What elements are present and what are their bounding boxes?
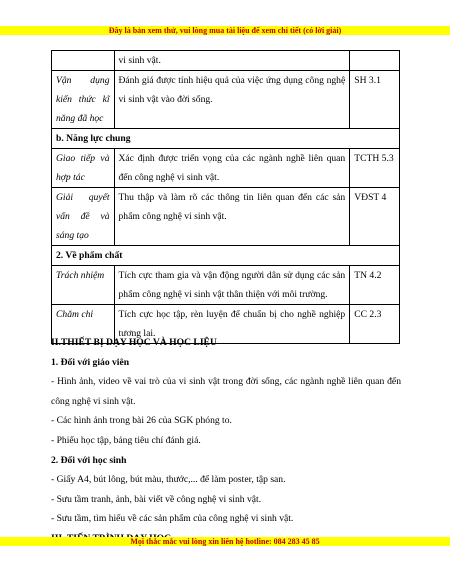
- hotline-banner: [0, 537, 450, 546]
- table-cell-code: SH 3.1: [350, 71, 400, 129]
- preview-banner-text: Đây là bản xem thử, vui lòng mua tài liệu để xem chi tiết (có lời giải): [108, 26, 342, 35]
- table-section-heading: 2. Về phẩm chất: [52, 246, 400, 266]
- table-row: [52, 149, 400, 188]
- table-row: [52, 71, 400, 129]
- table-cell-label: Chăm chỉ: [52, 305, 115, 344]
- section-title: II.THIẾT BỊ DẠY HỌC VÀ HỌC LIỆU: [51, 337, 217, 348]
- subsection-title: 2. Đối với học sinh: [51, 454, 127, 466]
- table-cell-content: Đánh giá được tính hiệu quả của việc ứng dụng công nghệ vi sinh vật vào đời sống.: [114, 71, 350, 129]
- table-section-heading: b. Năng lực chung: [52, 129, 400, 149]
- table-cell-label: Trách nhiệm: [52, 266, 115, 305]
- list-item: - Phiếu học tập, bảng tiêu chí đánh giá.: [51, 434, 201, 446]
- list-item: - Sưu tầm, tìm hiểu về các sản phẩm của công nghệ vi sinh vật.: [51, 513, 294, 525]
- table-cell-label: Giao tiếp và hợp tác: [52, 149, 115, 188]
- table-cell-content: Tích cực tham gia và vận động người dân sử dụng các sản phẩm công nghệ vi sinh vật thân thiện với môi trường.: [114, 266, 350, 305]
- list-item: - Sưu tầm tranh, ảnh, bài viết về công nghệ vi sinh vật.: [51, 493, 262, 505]
- hotline-banner-text: Mọi thắc mắc vui lòng xin liên hệ hotline: 084 283 45 85: [130, 537, 320, 546]
- table-row: [52, 51, 400, 71]
- table-cell-code: TCTH 5.3: [350, 149, 400, 188]
- table-row: [52, 266, 400, 305]
- table-cell-content: Xác định được triển vọng của các ngành nghề liên quan đến công nghệ vi sinh vật.: [114, 149, 350, 188]
- table-heading-row: [52, 246, 400, 266]
- preview-banner: [0, 26, 450, 35]
- table-cell-label: Vận dụng kiến thức kĩ năng đã học: [52, 71, 115, 129]
- table-cell-content: Thu thập và làm rõ các thông tin liên quan đến các sản phẩm công nghệ vi sinh vật.: [114, 188, 350, 246]
- table-cell-content: vi sinh vật.: [114, 51, 350, 71]
- table-cell-code: VĐST 4: [350, 188, 400, 246]
- table-row: [52, 188, 400, 246]
- table-cell-code: CC 2.3: [350, 305, 400, 344]
- document-body: [51, 333, 401, 549]
- table-heading-row: [52, 129, 400, 149]
- list-item: - Hình ảnh, video về vai trò của vi sinh vật trong đời sống, các ngành nghề liên quan đến công nghệ vi sinh vật.: [51, 376, 401, 407]
- table-cell-label: Giải quyết vấn đề và sáng tạo: [52, 188, 115, 246]
- list-item: - Các hình ảnh trong bài 26 của SGK phóng to.: [51, 415, 232, 427]
- table-cell-code: TN 4.2: [350, 266, 400, 305]
- competency-table: [51, 50, 400, 344]
- table-cell-label: [52, 51, 115, 71]
- list-item: - Giấy A4, bút lông, bút màu, thước,... để làm poster, tập san.: [51, 474, 286, 486]
- table-cell-content: Tích cực học tập, rèn luyện để chuẩn bị cho nghề nghiệp tương lai.: [114, 305, 350, 344]
- table-cell-code: [350, 51, 400, 71]
- subsection-title: 1. Đối với giáo viên: [51, 356, 130, 368]
